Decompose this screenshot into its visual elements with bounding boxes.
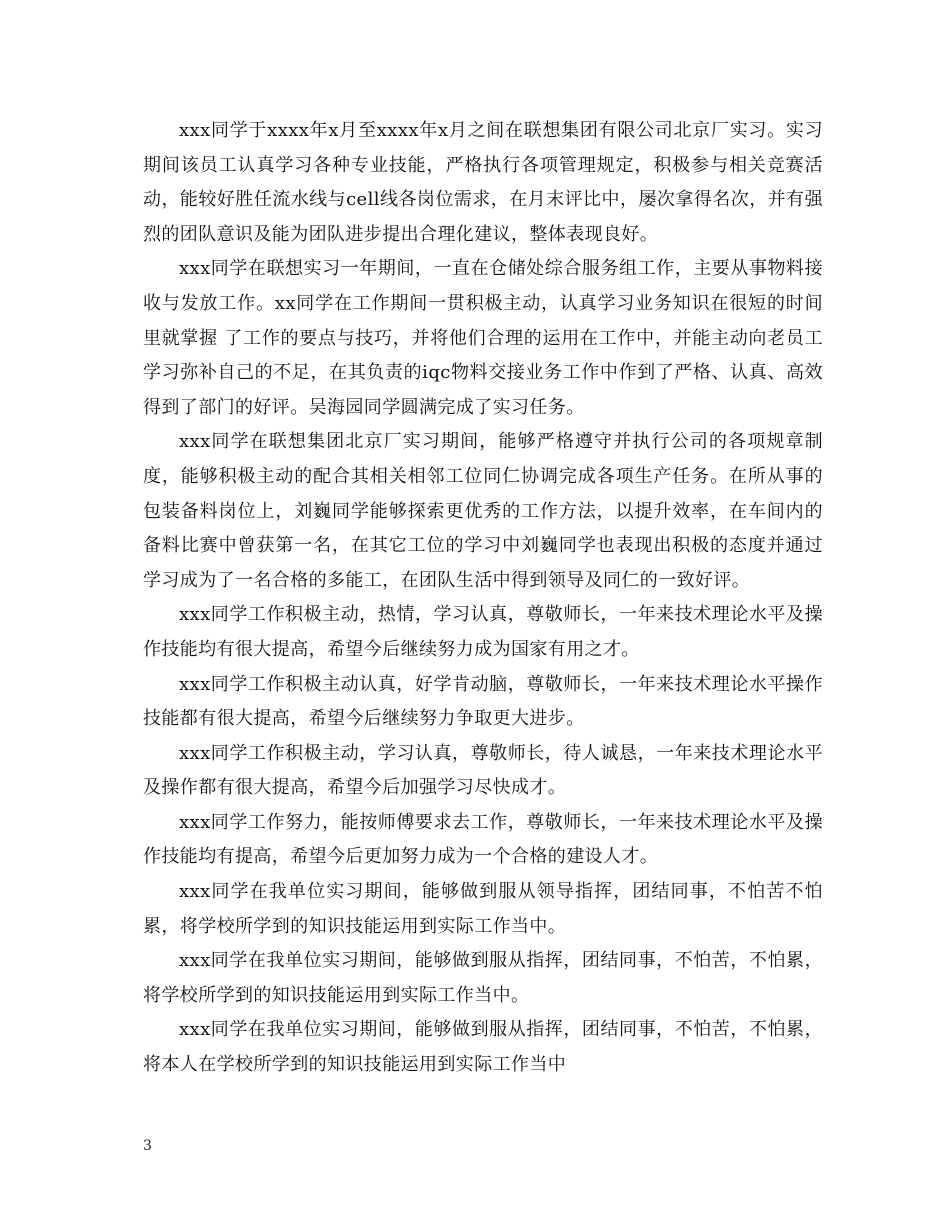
paragraph-3: xxx同学在联想集团北京厂实习期间，能够严格遵守并执行公司的各项规章制度，能够积极主动的配合其相关相邻工位同仁协调完成各项生产任务。在所从事的包装备料岗位上，刘巍同学能够探索更优秀的工作方法，以提升效率，在车间内的备料比赛中曾获第一名，在其它工位的学习中刘巍同学也表现出积极的态度并通过学习成为了一名合格的多能工，在团队生活中得到领导及同仁的一致好评。	[143, 431, 823, 591]
paragraph-5: xxx同学工作积极主动认真，好学肯动脑，尊敬师长，一年来技术理论水平操作技能都有很大提高，希望今后继续努力争取更大进步。	[143, 673, 823, 730]
document-body	[143, 114, 823, 1083]
paragraph-10: xxx同学在我单位实习期间，能够做到服从指挥，团结同事，不怕苦，不怕累，将本人在学校所学到的知识技能运用到实际工作当中	[143, 1019, 823, 1076]
paragraph-9: xxx同学在我单位实习期间，能够做到服从指挥，团结同事，不怕苦，不怕累，将学校所学到的知识技能运用到实际工作当中。	[143, 950, 823, 1006]
paragraph-7: xxx同学工作努力，能按师傅要求去工作，尊敬师长，一年来技术理论水平及操作技能均有提高，希望今后更加努力成为一个合格的建设人才。	[143, 811, 823, 868]
paragraph-2: xxx同学在联想实习一年期间，一直在仓储处综合服务组工作，主要从事物料接收与发放工作。xx同学在工作期间一贯积极主动，认真学习业务知识在很短的时间里就掌握 了工作的要点与技巧，并将他们合理的运用在工作中，并能主动向老员工学习弥补自己的不足，在其负责的iqc物料交接业务工作中作到了严格、认真、高效得到了部门的好评。吴海园同学圆满完成了实习任务。	[143, 258, 823, 418]
paragraph-6: xxx同学工作积极主动，学习认真，尊敬师长，待人诚恳，一年来技术理论水平及操作都有很大提高，希望今后加强学习尽快成才。	[143, 742, 823, 799]
paragraph-1: xxx同学于xxxx年x月至xxxx年x月之间在联想集团有限公司北京厂实习。实习期间该员工认真学习各种专业技能，严格执行各项管理规定，积极参与相关竞赛活动，能较好胜任流水线与cell线各岗位需求，在月末评比中，屡次拿得名次，并有强烈的团队意识及能为团队进步提出合理化建议，整体表现良好。	[143, 120, 823, 245]
paragraph-4: xxx同学工作积极主动，热情，学习认真，尊敬师长，一年来技术理论水平及操作技能均有很大提高，希望今后继续努力成为国家有用之才。	[143, 604, 823, 660]
page-number: 3	[143, 1138, 152, 1154]
paragraph-8: xxx同学在我单位实习期间，能够做到服从领导指挥，团结同事，不怕苦不怕累，将学校所学到的知识技能运用到实际工作当中。	[143, 881, 823, 937]
